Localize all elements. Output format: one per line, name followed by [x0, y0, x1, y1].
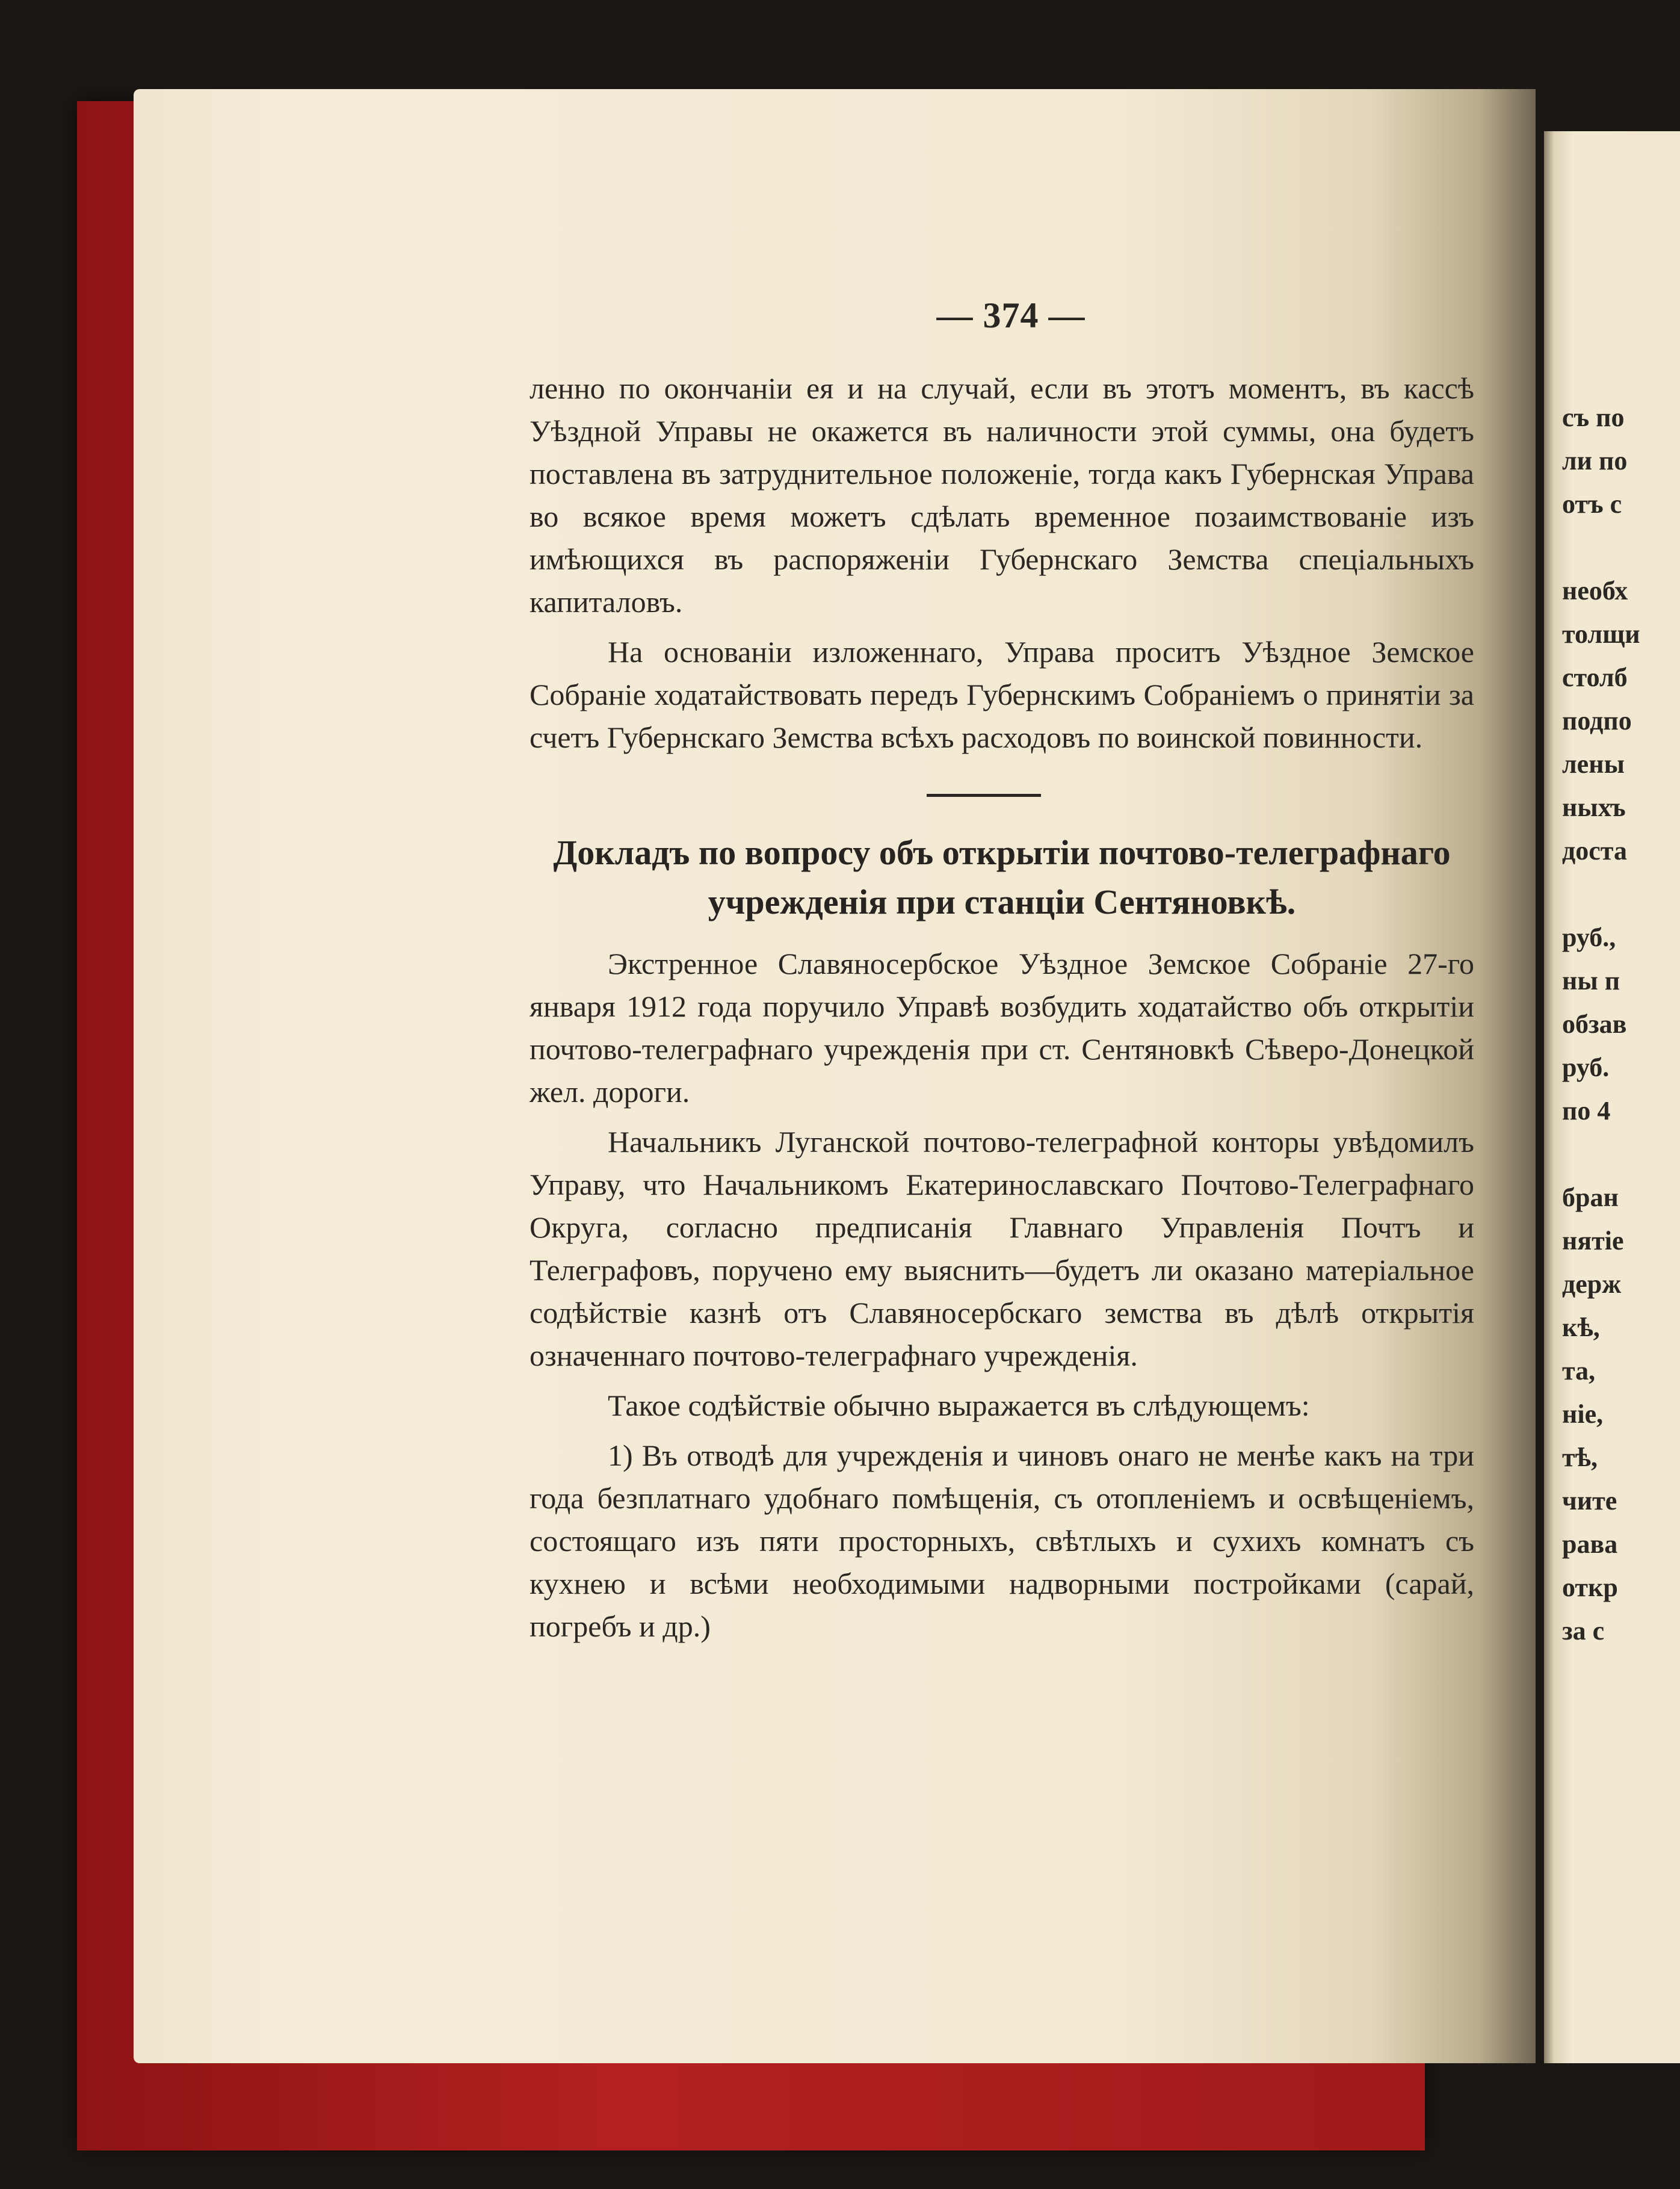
facing-page-line: по 4: [1562, 1096, 1611, 1125]
facing-page-line: ніе,: [1562, 1399, 1604, 1429]
facing-page-line: отъ с: [1562, 489, 1622, 519]
facing-page-line: толщи: [1562, 619, 1640, 649]
facing-page: [1544, 131, 1680, 2063]
paragraph: Такое содѣйствіе обычно выражается въ слѣдующемъ:: [608, 1389, 1310, 1422]
facing-page-line: лены: [1562, 749, 1625, 779]
facing-page-line: столб: [1562, 663, 1628, 692]
facing-page-line: тѣ,: [1562, 1443, 1598, 1472]
facing-page-line: руб.: [1562, 1053, 1610, 1082]
facing-page-line: руб.,: [1562, 923, 1616, 952]
facing-page-line: [1562, 873, 1680, 916]
facing-page-line: ны п: [1562, 966, 1620, 995]
paragraph: На основаніи изложеннаго, Управа проситъ Уѣздное Земское Собраніе ходатайствовать передъ Губернскимъ Собраніемъ о принятіи за счетъ Губернскаго Земства всѣхъ расходовъ по воинской повинности.: [530, 635, 1474, 754]
section-heading: Докладъ по вопросу объ открытіи почтово-телеграфнаго учрежденія при станціи Сентяновкѣ.: [553, 833, 1451, 921]
facing-page-line: за с: [1562, 1616, 1605, 1646]
paragraph: Экстренное Славяносербское Уѣздное Земское Собраніе 27-го января 1912 года поручило Управѣ возбудить ходатайство объ открытіи почтово-телеграфнаго учрежденія при ст. Сентяновкѣ Сѣверо-Донецкой жел. дороги.: [530, 947, 1474, 1109]
facing-page-line: обзав: [1562, 1009, 1627, 1039]
page-number: — 374 —: [936, 296, 1086, 335]
facing-page-line: доста: [1562, 836, 1627, 865]
facing-page-line: нятіе: [1562, 1226, 1624, 1256]
section-divider: [927, 794, 1041, 797]
facing-page-line: [1562, 526, 1680, 569]
facing-page-line: та,: [1562, 1356, 1596, 1386]
facing-page-line: подпо: [1562, 706, 1632, 735]
facing-page-line: бран: [1562, 1183, 1619, 1212]
facing-page-line: кѣ,: [1562, 1313, 1600, 1342]
page-text: [530, 367, 1474, 1648]
facing-page-text: [1562, 396, 1680, 1653]
facing-page-line: рава: [1562, 1529, 1618, 1559]
facing-page-line: съ по: [1562, 403, 1625, 432]
facing-page-line: держ: [1562, 1269, 1622, 1299]
paragraph: ленно по окончаніи ея и на случай, если въ этотъ моментъ, въ кассѣ Уѣздной Управы не окажется въ наличности этой суммы, она будетъ поставлена въ затруднительное положеніе, тогда какъ Губернская Управа во всякое время можетъ сдѣлать временное позаимствованіе изъ имѣющихся въ распоряженіи Губернскаго Земства спеціальныхъ капиталовъ.: [530, 371, 1474, 619]
paragraph: Начальникъ Луганской почтово-телеграфной конторы увѣдомилъ Управу, что Начальникомъ Екатеринославскаго Почтово-Телеграфнаго Округа, согласно предписанія Главнаго Управленія Почтъ и Телеграфовъ, поручено ему выяснить—будетъ ли оказано матеріальное содѣйствіе казнѣ отъ Славяносербскаго земства въ дѣлѣ открытія означеннаго почтово-телеграфнаго учрежденія.: [530, 1125, 1474, 1372]
paragraph: 1) Въ отводѣ для учрежденія и чиновъ онаго не менѣе какъ на три года безплатнаго удобнаго помѣщенія, съ отопленіемъ и освѣщеніемъ, состоящаго изъ пяти просторныхъ, свѣтлыхъ и сухихъ комнатъ съ кухнею и всѣми необходимыми надворными постройками (сарай, погребъ и др.): [530, 1438, 1474, 1643]
facing-page-line: откр: [1562, 1573, 1618, 1602]
facing-page-line: чите: [1562, 1486, 1617, 1516]
facing-page-line: необх: [1562, 576, 1628, 605]
facing-page-line: ли по: [1562, 446, 1628, 475]
facing-page-line: ныхъ: [1562, 793, 1626, 822]
facing-page-line: [1562, 1133, 1680, 1176]
